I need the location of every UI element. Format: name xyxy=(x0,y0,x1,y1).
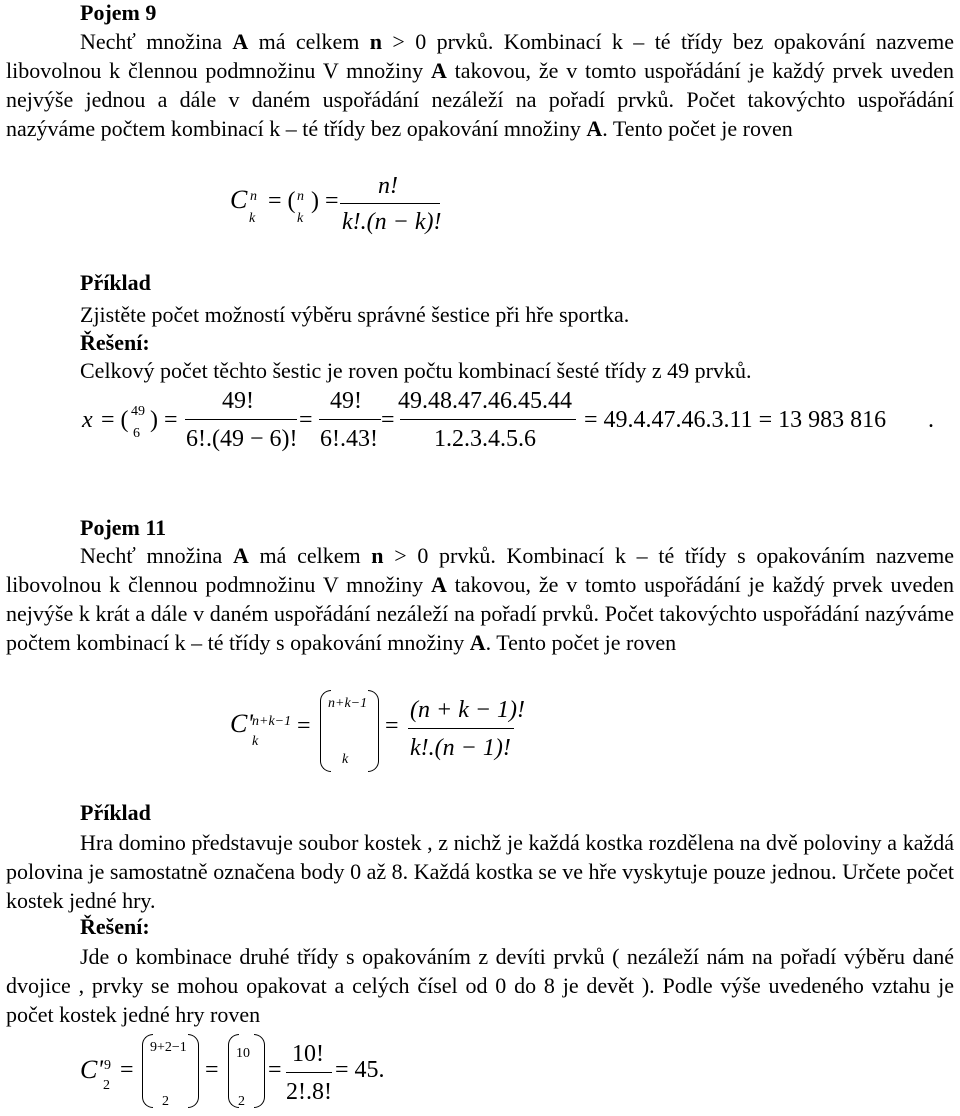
text: takovou, že v tomto uspořádání je každý prvek uveden nejvýše k krát a dále v daném uspořádání nezáleží na pořadí prvků. Počet takovýchto uspořádání nazýváme počtem kombinací k – té třídy s opakování množiny xyxy=(6,572,954,655)
fraction-bar xyxy=(340,203,440,204)
frac1-denominator: 6!.(49 − 6)! xyxy=(186,426,298,452)
formula-eq1: = xyxy=(120,1057,134,1083)
fraction-numerator: (n + k − 1)! xyxy=(410,697,526,723)
formula-combinations xyxy=(0,170,960,240)
example2-heading: Příklad xyxy=(80,800,151,825)
frac2-numerator: 49! xyxy=(330,388,362,414)
text: Nechť množina xyxy=(80,29,233,54)
example2-solution-heading: Řešení: xyxy=(80,914,150,939)
fraction-numerator: n! xyxy=(378,173,398,199)
binom2-top: 10 xyxy=(236,1046,250,1061)
formula-eq2: ) = xyxy=(150,407,178,433)
frac2-bar xyxy=(319,419,381,420)
text: . Tento počet je roven xyxy=(485,630,677,655)
fraction-denominator: k!.(n − k)! xyxy=(342,209,442,235)
example2-task: Hra domino představuje soubor kostek , z nichž je každá kostka rozdělena na dvě poloviny a každá polovina je samostatně označena body 0 až 8. Každá kostka se ve hře vyskytuje pouze jednou. Určete počet kostek jedné hry. xyxy=(6,830,954,913)
fraction-bar xyxy=(408,728,514,729)
formula-result: = 45. xyxy=(335,1057,385,1083)
example1-solution-text: Celkový počet těchto šestic je roven počtu kombinací šesté třídy z 49 prvků. xyxy=(80,358,752,383)
formula-sub: k xyxy=(249,211,256,226)
binom-right-paren xyxy=(368,690,379,772)
text: má celkem xyxy=(248,29,370,54)
text: takovou, že v tomto uspořádání je každý prvek uveden nejvýše jednou a dále v daném uspořádání nezáleží na pořadí prvků. Počet takovýchto uspořádání nazýváme počtem kombinací k – té třídy bez opakování množiny xyxy=(6,58,954,141)
binom2-bottom: 2 xyxy=(238,1094,245,1109)
binom1-right-paren xyxy=(188,1034,199,1108)
binom-bottom: k xyxy=(342,752,349,767)
pojem9-heading: Pojem 9 xyxy=(80,0,157,25)
frac3-denominator: 1.2.3.4.5.6 xyxy=(434,426,536,452)
set-a: A xyxy=(469,630,486,655)
binom1-top: 9+2−1 xyxy=(150,1040,187,1055)
binom2-right-paren xyxy=(254,1034,265,1108)
text: > 0 prvků. Kombinací k – té třídy s opakováním nazveme libovolnou k člennou podmnožinu V množiny xyxy=(6,543,954,597)
n-symbol: n xyxy=(369,29,383,54)
binom1-bottom: 2 xyxy=(162,1094,169,1109)
frac1-bar xyxy=(185,419,297,420)
formula-eq2: = xyxy=(385,713,399,739)
formula-eq2: = xyxy=(205,1057,219,1083)
binom-bottom: k xyxy=(297,211,304,226)
example1-solution-heading: Řešení: xyxy=(80,330,150,355)
formula-sup: 9 xyxy=(104,1058,111,1073)
pojem11-heading: Pojem 11 xyxy=(80,515,167,540)
formula-sup: n xyxy=(250,189,257,204)
text: má celkem xyxy=(248,543,372,568)
frac2-denominator: 6!.43! xyxy=(320,426,378,452)
formula-eq2: ) = xyxy=(311,188,339,214)
formula-c: C' xyxy=(80,1055,103,1084)
text: Nechť množina xyxy=(80,543,233,568)
formula-c: C' xyxy=(230,709,253,738)
text: . Tento počet je roven xyxy=(602,116,793,141)
formula-domino xyxy=(0,1032,960,1109)
frac1-numerator: 49! xyxy=(222,388,254,414)
formula-sub: k xyxy=(252,734,259,749)
set-a: A xyxy=(232,29,249,54)
set-a: A xyxy=(232,543,249,568)
formula-c: C xyxy=(230,185,248,214)
formula-result: = 49.4.47.46.3.11 = 13 983 816 xyxy=(584,407,887,433)
example2-solution-text: Jde o kombinace druhé třídy s opakováním z devíti prvků ( nezáleží nám na pořadí výběru dané dvojice , prvky se mohou opakovat a celých čísel od 0 do 8 je devět ). Podle výše uvedeného vztahu je počet kostek jedné hry roven xyxy=(6,944,954,1027)
formula-eq3: = xyxy=(299,407,313,433)
set-a: A xyxy=(586,116,603,141)
fraction-denominator: 2!.8! xyxy=(286,1079,332,1105)
pojem9-definition xyxy=(6,27,954,143)
binom-bottom: 6 xyxy=(133,426,140,441)
binom-top: n+k−1 xyxy=(328,696,368,711)
formula-eq4: = xyxy=(381,407,395,433)
frac3-numerator: 49.48.47.46.45.44 xyxy=(398,388,572,414)
binom-top: n xyxy=(297,189,304,204)
formula-sub: 2 xyxy=(103,1078,110,1093)
text: > 0 prvků. Kombinací k – té třídy bez opakování nazveme libovolnou k člennou podmnožinu V množiny xyxy=(6,29,954,83)
fraction-denominator: k!.(n − 1)! xyxy=(410,735,511,761)
example1-task: Zjistěte počet možností výběru správné šestice při hře sportka. xyxy=(80,302,630,327)
fraction-numerator: 10! xyxy=(292,1041,324,1067)
set-a: A xyxy=(430,572,447,597)
formula-eq1: = xyxy=(297,713,311,739)
example1-heading: Příklad xyxy=(80,270,151,295)
formula-eq1: = ( xyxy=(101,407,129,433)
frac3-bar xyxy=(400,419,576,420)
formula-period: . xyxy=(928,407,934,433)
binom-top: 49 xyxy=(131,404,145,419)
n-symbol: n xyxy=(371,543,384,568)
formula-combinations-repetition xyxy=(0,688,960,778)
formula-sup: n+k−1 xyxy=(252,714,292,729)
fraction-bar xyxy=(286,1072,332,1073)
set-a: A xyxy=(430,58,447,83)
formula-eq3: = xyxy=(268,1057,282,1083)
pojem11-definition xyxy=(6,541,954,657)
formula-eq1: = ( xyxy=(268,188,296,214)
formula-sportka xyxy=(0,385,960,455)
formula-x: x xyxy=(82,407,93,433)
